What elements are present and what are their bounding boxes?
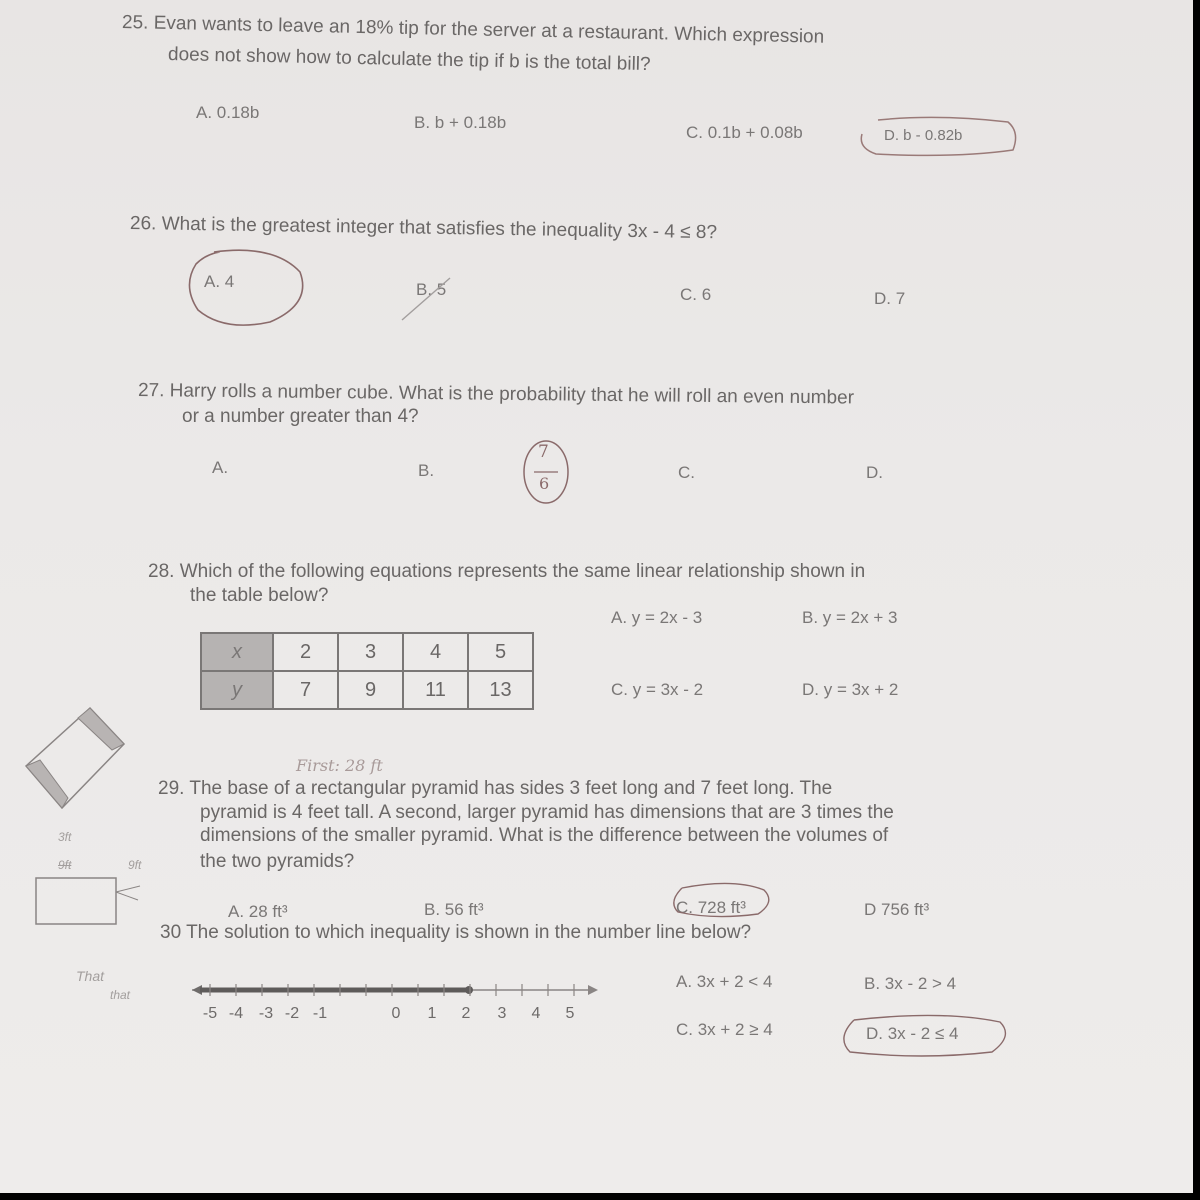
q27-stem-line2: or a number greater than 4? xyxy=(182,406,419,427)
number-line-label: 1 xyxy=(427,1005,437,1022)
q29-stem-line4: the two pyramids? xyxy=(200,851,355,872)
q27-option-b[interactable]: B. xyxy=(418,461,435,480)
number-line-label: 2 xyxy=(461,1005,471,1022)
q26-answer-circle xyxy=(184,246,314,336)
q30-option-c[interactable]: C. 3x + 2 ≥ 4 xyxy=(676,1020,773,1039)
number-line-label: -4 xyxy=(228,1005,244,1022)
rectangle-sketch xyxy=(30,870,150,930)
q29-handwritten-note: First: 28 ft xyxy=(296,756,383,775)
q30-stem: 30 The solution to which inequality is shown in the number line below? xyxy=(160,922,752,943)
number-line-label: -5 xyxy=(202,1005,218,1022)
q27-option-d[interactable]: D. xyxy=(866,463,883,482)
q28-xy-table xyxy=(200,632,534,710)
table-row-y xyxy=(201,671,533,709)
margin-note-that-2: that xyxy=(110,988,131,1002)
q25-option-d[interactable]: D. b - 0.82b xyxy=(884,127,963,144)
table-cell: 4 xyxy=(403,633,468,671)
number-line-label: 5 xyxy=(565,1005,575,1022)
q27-option-a[interactable]: A. xyxy=(212,458,229,477)
table-cell: 7 xyxy=(273,671,338,709)
q30-number-line xyxy=(186,976,606,1036)
margin-note-9ft-a: 9ft xyxy=(58,858,72,872)
q29-stem-line2: pyramid is 4 feet tall. A second, larger pyramid has dimensions that are 3 times the xyxy=(200,802,894,823)
q25-stem-line2: does not show how to calculate the tip if b is the total bill? xyxy=(167,44,651,76)
q28-stem-line2: the table below? xyxy=(190,585,329,606)
number-line-label: 4 xyxy=(531,1005,541,1022)
q26-option-d[interactable]: D. 7 xyxy=(874,289,906,308)
table-cell: 13 xyxy=(468,671,533,709)
q26-option-b[interactable]: B. 5 xyxy=(416,280,447,299)
q27-handwritten-numerator: 7 xyxy=(538,442,549,462)
q27-stem-line1: 27. Harry rolls a number cube. What is the probability that he will roll an even number xyxy=(137,380,855,409)
table-cell: 9 xyxy=(338,671,403,709)
table-cell: 3 xyxy=(338,633,403,671)
q28-option-d[interactable]: D. y = 3x + 2 xyxy=(802,680,899,699)
q27-option-c[interactable]: C. xyxy=(678,463,695,482)
q26-cross-mark xyxy=(398,272,468,332)
q26-option-a[interactable]: A. 4 xyxy=(204,272,235,291)
q28-option-a[interactable]: A. y = 2x - 3 xyxy=(611,608,703,627)
table-header-y: y xyxy=(201,671,273,709)
q25-option-a[interactable]: A. 0.18b xyxy=(196,103,260,122)
number-line-label: -3 xyxy=(258,1005,274,1022)
q26-option-c[interactable]: C. 6 xyxy=(680,285,712,304)
q28-option-b[interactable]: B. y = 2x + 3 xyxy=(802,608,898,627)
margin-note-that-1: That xyxy=(76,968,105,984)
q25-stem-line1: 25. Evan wants to leave an 18% tip for the server at a restaurant. Which expression xyxy=(121,12,825,48)
q30-option-b[interactable]: B. 3x - 2 > 4 xyxy=(864,974,957,993)
q30-option-a[interactable]: A. 3x + 2 < 4 xyxy=(676,972,773,991)
q30-answer-circle xyxy=(832,1012,1022,1062)
q27-handwritten-denominator: 6 xyxy=(539,474,550,493)
q29-stem-line1: 29. The base of a rectangular pyramid has sides 3 feet long and 7 feet long. The xyxy=(158,778,833,799)
pyramid-sketch xyxy=(18,704,138,814)
number-line-label: -1 xyxy=(312,1005,328,1022)
table-cell: 2 xyxy=(273,633,338,671)
q28-stem-line1: 28. Which of the following equations represents the same linear relationship shown in xyxy=(148,561,866,582)
q29-option-b[interactable]: B. 56 ft³ xyxy=(424,900,484,919)
q29-stem-line3: dimensions of the smaller pyramid. What is the difference between the volumes of xyxy=(200,825,889,846)
table-cell: 11 xyxy=(403,671,468,709)
margin-note-3ft: 3ft xyxy=(58,830,72,844)
q29-option-a[interactable]: A. 28 ft³ xyxy=(228,902,288,921)
q25-option-c[interactable]: C. 0.1b + 0.08b xyxy=(686,123,803,142)
number-line-label: 0 xyxy=(391,1005,401,1022)
q29-option-c[interactable]: C. 728 ft³ xyxy=(676,898,746,917)
q25-option-b[interactable]: B. b + 0.18b xyxy=(414,113,507,132)
q26-stem: 26. What is the greatest integer that satisfies the inequality 3x - 4 ≤ 8? xyxy=(129,213,718,244)
number-line-label: -2 xyxy=(284,1005,300,1022)
q28-option-c[interactable]: C. y = 3x - 2 xyxy=(611,680,704,699)
q29-answer-circle xyxy=(664,880,784,920)
q30-option-d[interactable]: D. 3x - 2 ≤ 4 xyxy=(866,1024,959,1043)
table-header-x: x xyxy=(201,633,273,671)
margin-note-9ft-b: 9ft xyxy=(128,858,142,872)
table-row-x xyxy=(201,633,533,671)
q29-option-d[interactable]: D 756 ft³ xyxy=(864,900,930,919)
number-line-label: 3 xyxy=(497,1005,507,1022)
q25-answer-circle xyxy=(848,112,1028,162)
table-cell: 5 xyxy=(468,633,533,671)
